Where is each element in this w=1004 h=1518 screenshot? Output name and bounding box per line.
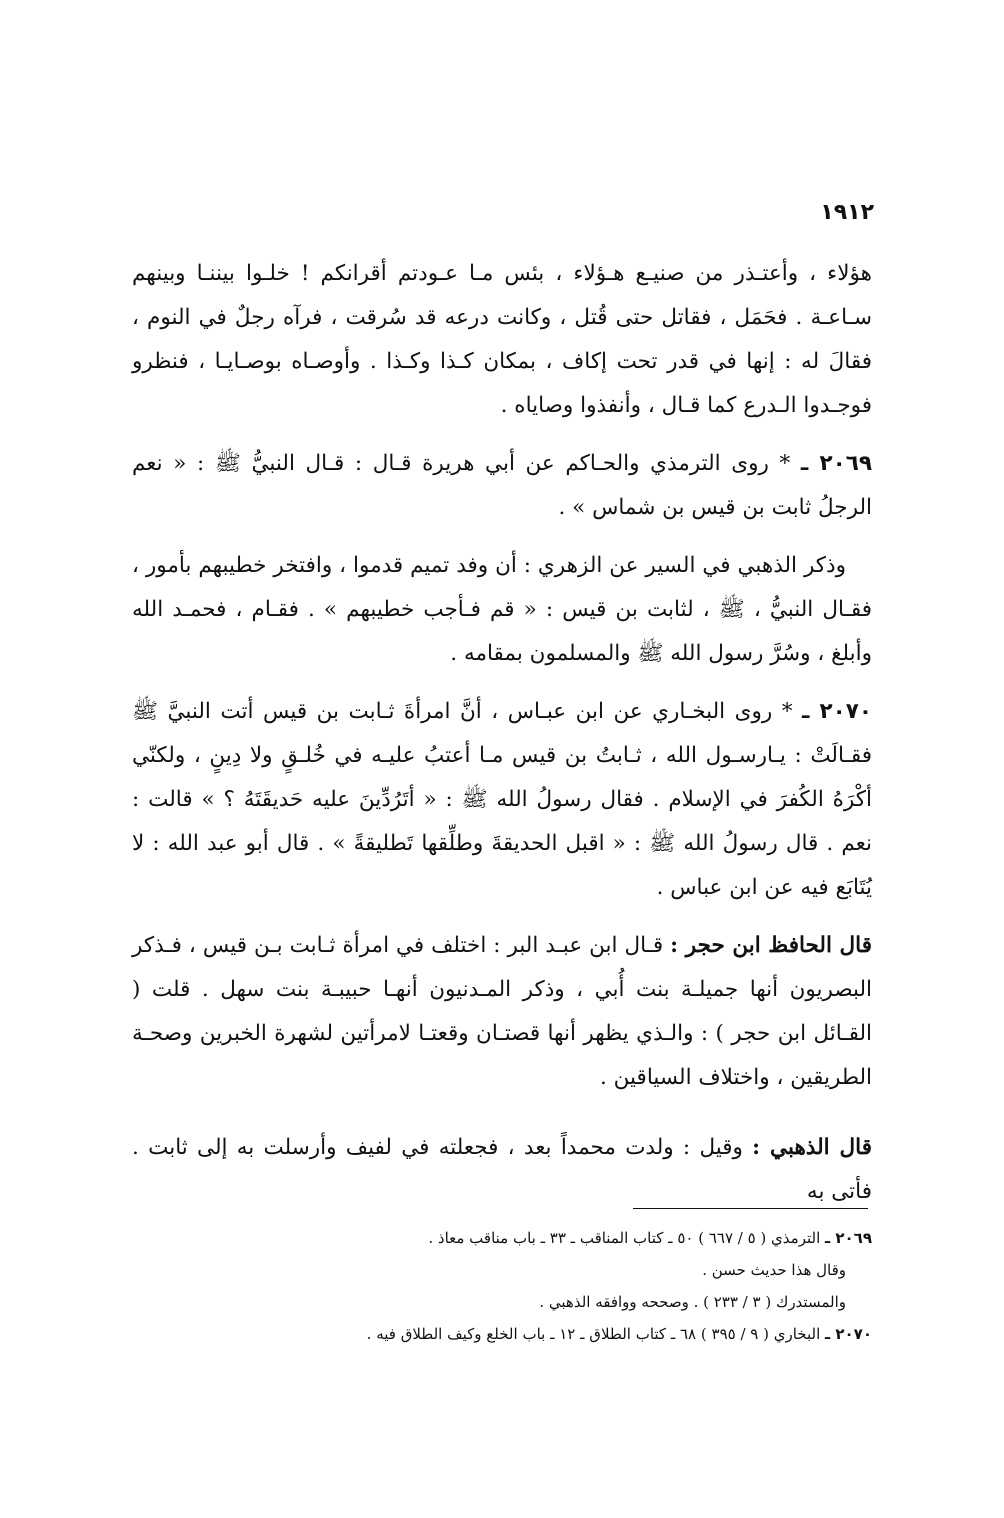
footnote-divider bbox=[633, 1208, 868, 1209]
hadith-2069 bbox=[132, 442, 872, 530]
footnote-text: البخاري ( ٩ / ٣٩٥ ) ٦٨ ـ كتاب الطلاق ـ ١٢ ـ باب الخلع وكيف الطلاق فيه . bbox=[366, 1325, 821, 1343]
footnote-text: الترمذي ( ٥ / ٦٦٧ ) ٥٠ ـ كتاب المناقب ـ ٣٣ ـ باب مناقب معاذ . bbox=[428, 1229, 821, 1247]
paragraph-text: قـال ابن عبـد البر : اختلف في امرأة ثـابت بـن قيس ، فـذكر البصريون أنها جميلـة بنت أُبي ، وذكر المـدنيون أنهـا حبيبـة بنت سهل . قلت ( القـائل ابن حجر ) : والـذي يظهر أنها قصتـان وقعتـا لامرأتين لشهرة الخبرين وصحـة الطريقين ، واختلاف السياقين . bbox=[132, 933, 872, 1090]
paragraph-lead: قال الذهبي : bbox=[752, 1135, 872, 1160]
paragraph-text: وذكر الذهبي في السير عن الزهري : أن وفد تميم قدموا ، وافتخر خطيبهم بأمور ، فقـال النبيُّ ، ﷺ ، لثابت بن قيس : « قم فـأجب خطيبهم » . فقـام ، فحمـد الله وأبلغ ، وسُرَّ رسول الله ﷺ والمسلمون بمقامه . bbox=[132, 553, 872, 666]
footnote-text: والمستدرك ( ٣ / ٢٣٣ ) . وصححه ووافقه الذهبي . bbox=[539, 1293, 846, 1311]
paragraph-dhahabi-siyar bbox=[132, 544, 872, 676]
footnote-item bbox=[132, 1222, 872, 1254]
hadith-number: ٢٠٦٩ ـ bbox=[800, 451, 872, 476]
hadith-2070 bbox=[132, 690, 872, 910]
paragraph-ibn-hajar bbox=[132, 924, 872, 1100]
paragraph-dhahabi bbox=[132, 1126, 872, 1214]
paragraph-continuation bbox=[132, 252, 872, 428]
footnote-item bbox=[132, 1254, 872, 1286]
main-text bbox=[132, 252, 872, 1228]
footnotes bbox=[132, 1222, 872, 1350]
footnote-number: ٢٠٧٠ ـ bbox=[825, 1325, 872, 1343]
footnote-number: ٢٠٦٩ ـ bbox=[825, 1229, 872, 1247]
footnote-item bbox=[132, 1318, 872, 1350]
paragraph-text: * روى البخـاري عن ابن عبـاس ، أنَّ امرأةَ ثـابت بن قيس أتت النبيَّ ﷺ فقـالَتْ : يـارسـول الله ، ثـابتُ بن قيس مـا أعتبُ عليـه في خُلـقٍ ولا دِينٍ ، ولكنّي أكْرَهُ الكُفرَ في الإسلام . فقال رسولُ الله ﷺ : « أتَرُدِّينَ عليه حَديقَتَهُ ؟ » قالت : نعم . قال رسولُ الله ﷺ : « اقبل الحديقةَ وطلِّقها تَطليقةً » . قال أبو عبد الله : لا يُتَابَع فيه عن ابن عباس . bbox=[132, 699, 872, 900]
paragraph-text: هؤلاء ، وأعتـذر من صنيـع هـؤلاء ، بئس مـا عـودتم أقرانكم ! خلـوا بيننـا وبينهم سـاعـة . فحَمَل ، فقاتل حتى قُتل ، وكانت درعه قد سُرقت ، فرآه رجلٌ في النوم ، فقالَ له : إنها في قدر تحت إكاف ، بمكان كـذا وكـذا . وأوصـاه بوصـايـا ، فنظرو فوجـدوا الـدرع كما قـال ، وأنفذوا وصاياه . bbox=[132, 261, 872, 418]
hadith-number: ٢٠٧٠ ـ bbox=[801, 699, 872, 724]
page-number: ١٩١٢ bbox=[820, 200, 874, 225]
paragraph-lead: قال الحافظ ابن حجر : bbox=[670, 933, 872, 958]
paragraph-text: * روى الترمذي والحـاكم عن أبي هريرة قـال : قـال النبيُّ ﷺ : « نعم الرجلُ ثابت بن قيس بن شماس » . bbox=[132, 451, 872, 520]
footnote-text: وقال هذا حديث حسن . bbox=[702, 1261, 846, 1279]
paragraph-text: وقيل : ولدت محمداً بعد ، فجعلته في لفيف وأرسلت به إلى ثابت . فأتى به bbox=[132, 1135, 872, 1204]
footnote-item bbox=[132, 1286, 872, 1318]
